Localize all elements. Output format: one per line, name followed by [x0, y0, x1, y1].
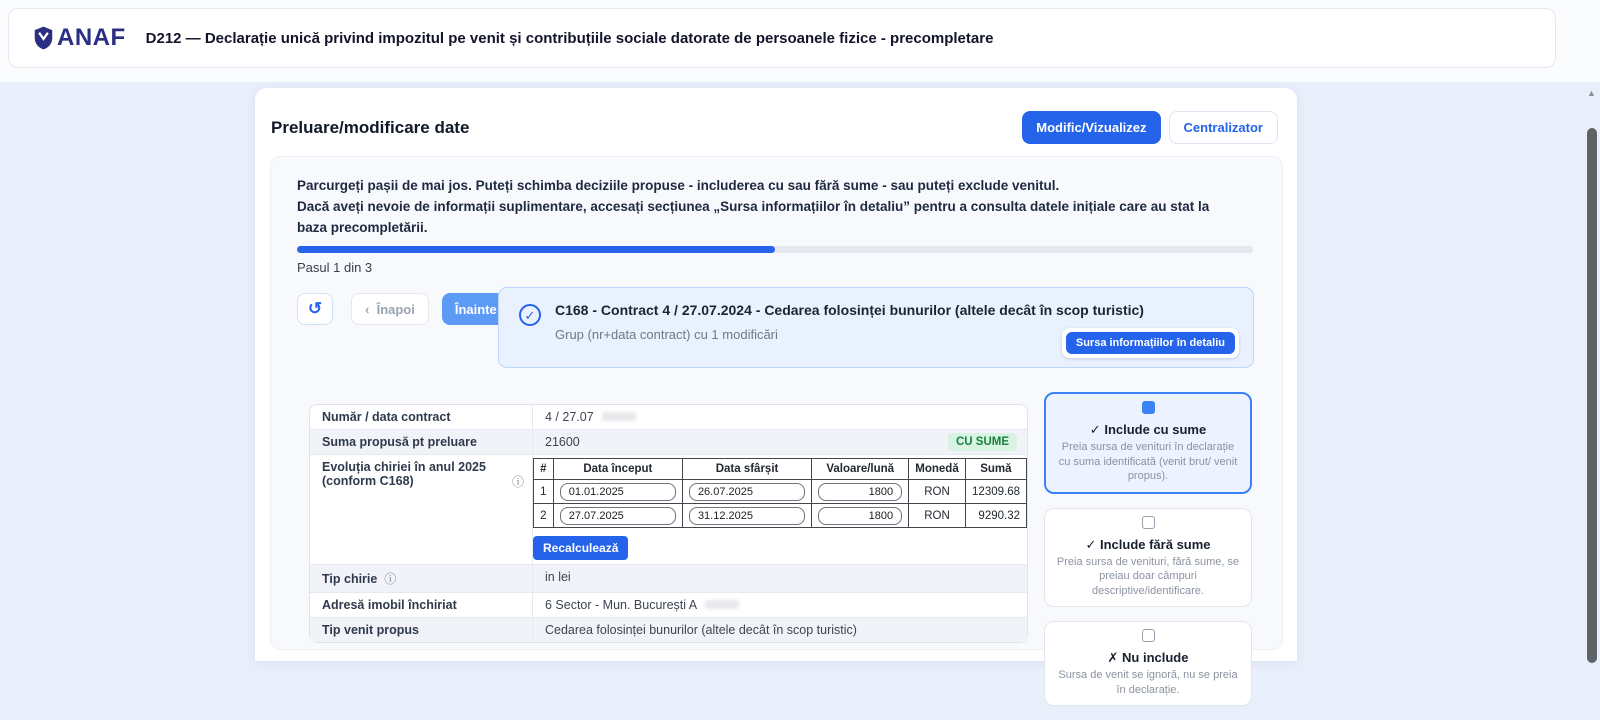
source-detail-button[interactable]: Sursa informațiilor în detaliu: [1066, 332, 1235, 354]
income-source-title: C168 - Contract 4 / 27.07.2024 - Cedarea folosinței bunurilor (altele decât în scop turistic): [555, 302, 1144, 318]
col-header-value: Valoare/lună: [812, 459, 909, 480]
row-label: [310, 565, 532, 592]
option-title-text: Nu include: [1122, 650, 1189, 665]
option-description: Preia sursa de venituri, fără sume, se preiau doar câmpuri descriptive/identificare.: [1056, 555, 1240, 597]
contract-number-value: 4 / 27.07: [545, 410, 594, 424]
rent-table: [533, 458, 1027, 528]
modify-view-button[interactable]: Modific/Vizualizez: [1022, 111, 1160, 144]
info-icon[interactable]: ⓘ: [511, 475, 524, 489]
wizard-panel: [270, 156, 1283, 696]
end-date-input[interactable]: [689, 507, 805, 525]
option-not-include[interactable]: [1044, 621, 1252, 706]
option-title-text: Include fără sume: [1099, 536, 1211, 552]
section-title: Preluare/modificare date: [271, 117, 470, 137]
centralizator-button[interactable]: Centralizator: [1169, 111, 1278, 144]
row-label: [310, 455, 532, 564]
checkbox-unchecked-icon[interactable]: [1142, 629, 1155, 642]
row-value: in lei: [532, 565, 1027, 592]
income-source-subtitle: Grup (nr+data contract) cu 1 modificări: [555, 327, 778, 342]
redacted-text: [602, 412, 636, 421]
app-header: [8, 8, 1556, 68]
progress-bar-fill: [297, 246, 775, 253]
income-source-box: [498, 287, 1254, 368]
option-description: Preia sursa de venituri în declarație cu suma identificată (venit brut/ venit propus).: [1058, 441, 1238, 482]
rent-row-2: [534, 504, 1027, 528]
table-row-proposed-sum: [310, 429, 1027, 454]
option-title: [1054, 537, 1242, 553]
option-title-text: Include cu sume: [1104, 422, 1207, 437]
step-label: Pasul 1 din 3: [297, 260, 373, 275]
rent-evolution-cell: [532, 455, 1027, 564]
check-icon: ✓: [1085, 536, 1097, 552]
option-include-without-sums[interactable]: [1044, 508, 1252, 608]
source-detail-button-wrap: [1062, 328, 1239, 358]
back-button[interactable]: [351, 293, 429, 325]
main-card: [255, 88, 1297, 696]
row-label: Adresă imobil închiriat: [322, 598, 457, 612]
currency-cell: RON: [909, 480, 965, 504]
refresh-icon: ↺: [307, 299, 323, 318]
instructions-text: [297, 175, 1222, 238]
status-badge: CU SUME: [948, 433, 1017, 451]
wizard-nav: [297, 293, 521, 325]
reset-button[interactable]: [297, 293, 333, 325]
sum-cell: 9290.32: [965, 504, 1026, 528]
option-include-with-sums[interactable]: [1044, 392, 1252, 494]
start-date-input[interactable]: [560, 507, 676, 525]
scrollbar[interactable]: [1584, 82, 1599, 661]
row-value: Cedarea folosinței bunurilor (altele decât în scop turistic): [532, 618, 1027, 642]
col-header-end: Data sfârșit: [682, 459, 811, 480]
table-row-contract-number: [310, 405, 1027, 429]
contract-detail-table: [309, 404, 1028, 643]
page-title: D212 — Declarație unică privind impozitul pe venit și contribuțiile sociale datorate de persoanele fizice - precompletare: [145, 29, 994, 47]
end-date-input[interactable]: [689, 483, 805, 501]
next-button-label: Înainte: [454, 301, 497, 317]
scroll-up-icon[interactable]: ▲: [1587, 88, 1596, 98]
option-title: [1055, 422, 1241, 438]
instructions-line-1: Parcurgeți pașii de mai jos. Puteți schimba deciziile propuse - includerea cu sau fără sume - sau puteți exclude venitul.: [297, 178, 1060, 193]
currency-cell: RON: [909, 504, 965, 528]
checkbox-checked-icon[interactable]: [1142, 401, 1155, 414]
row-value: [532, 405, 1027, 429]
rent-row-1: [534, 480, 1027, 504]
recalculate-button[interactable]: Recalculează: [533, 536, 628, 560]
proposed-sum-value: 21600: [545, 435, 580, 449]
address-value: 6 Sector - Mun. București A: [545, 598, 698, 612]
rent-table-header-row: [534, 459, 1027, 480]
scrollbar-thumb[interactable]: [1587, 128, 1597, 663]
table-row-rent-evolution: [310, 454, 1027, 564]
anaf-logo-text: ANAF: [57, 24, 126, 51]
row-label: Număr / data contract: [322, 410, 451, 424]
anaf-logo: [33, 24, 126, 52]
rent-evolution-label: Evoluția chiriei în anul 2025 (conform C168): [322, 460, 486, 488]
rent-type-label: Tip chirie: [322, 572, 378, 586]
back-button-label: Înapoi: [376, 301, 415, 317]
check-icon: ✓: [1089, 422, 1101, 437]
row-value: [532, 430, 1027, 454]
table-row-rent-type: [310, 564, 1027, 592]
row-label: Suma propusă pt preluare: [322, 435, 477, 449]
row-index: 2: [534, 504, 554, 528]
col-header-index: #: [534, 459, 554, 480]
anaf-shield-icon: [33, 25, 54, 51]
option-title: [1054, 650, 1242, 666]
checkbox-unchecked-icon[interactable]: [1142, 516, 1155, 529]
row-index: 1: [534, 480, 554, 504]
instructions-line-2: Dacă aveți nevoie de informații suplimentare, accesați secțiunea „Sursa informațiilor în detaliu” pentru a consulta datele inițiale care au stat la baza precompletării.: [297, 199, 1210, 235]
check-circle-icon: ✓: [519, 304, 541, 326]
table-row-income-type: [310, 617, 1027, 642]
col-header-currency: Monedă: [909, 459, 965, 480]
monthly-value-input[interactable]: [818, 483, 902, 501]
cross-icon: ✗: [1107, 650, 1119, 665]
monthly-value-input[interactable]: [818, 507, 902, 525]
row-label: Tip venit propus: [322, 623, 419, 637]
info-icon[interactable]: ⓘ: [384, 572, 397, 586]
col-header-sum: Sumă: [965, 459, 1026, 480]
option-description: Sursa de venit se ignoră, nu se preia în declarație.: [1058, 669, 1238, 696]
header-buttons: [1022, 111, 1278, 144]
start-date-input[interactable]: [560, 483, 676, 501]
chevron-left-icon: ‹: [365, 301, 370, 317]
card-header: [255, 88, 1297, 144]
include-options: [1044, 392, 1252, 720]
progress-bar: [297, 246, 1253, 253]
redacted-text: [705, 600, 739, 609]
sum-cell: 12309.68: [965, 480, 1026, 504]
row-value: [532, 593, 1027, 617]
col-header-start: Data început: [553, 459, 682, 480]
table-row-address: [310, 592, 1027, 617]
